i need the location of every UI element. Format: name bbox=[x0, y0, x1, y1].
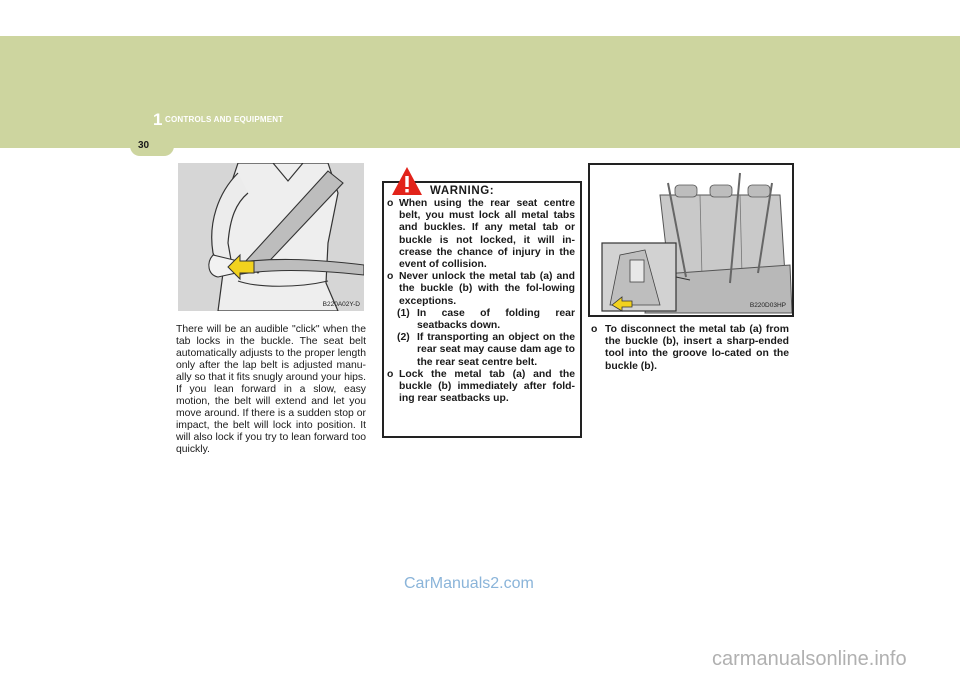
watermark-carmanuals2: CarManuals2.com bbox=[404, 575, 534, 592]
warning-item-text: When using the rear seat centre belt, you must lock all metal tabs and buckles. If any metal tab or buckle is not locked, it will in-crease the chance of injury in the event of collision. bbox=[399, 198, 575, 271]
page-number-tab bbox=[130, 138, 174, 156]
watermark-carmanualsonline: carmanualsonline.info bbox=[712, 648, 907, 670]
seatbelt-drawing bbox=[178, 163, 364, 311]
warning-item bbox=[387, 369, 575, 406]
bullet: o bbox=[387, 368, 394, 380]
warning-title: WARNING: bbox=[430, 185, 495, 197]
page-number: 30 bbox=[138, 140, 150, 151]
exception-number: (1) bbox=[397, 307, 410, 319]
rear-seat-drawing bbox=[590, 165, 792, 315]
bullet: o bbox=[591, 324, 598, 335]
chapter-number: 1 bbox=[153, 110, 163, 129]
body-paragraph: There will be an audible "click" when the tab locks in the buckle. The seat belt automatically adjusts to the proper length only after the lap belt is adjusted manu-ally so that it fits snugly around your hips. If you lean forward in a slow, easy motion, the belt will extend and let you move around. If there is a sudden stop or impact, the belt will lock into position. It will also lock if you try to lean forward too quickly. bbox=[176, 324, 367, 455]
bullet: o bbox=[387, 198, 394, 209]
warning-triangle-icon bbox=[391, 166, 423, 196]
seatbelt-illustration bbox=[178, 163, 364, 311]
exception-number: (2) bbox=[397, 332, 410, 344]
bullet: o bbox=[387, 271, 394, 283]
rear-seat-illustration bbox=[588, 163, 794, 317]
warning-item-text: Never unlock the metal tab (a) and the buckle (b) with the fol-lowing exceptions. bbox=[399, 271, 575, 307]
exception-item bbox=[387, 308, 575, 332]
warning-item-text: Lock the metal tab (a) and the buckle (b) immediately after fold-ing rear seatbacks up. bbox=[399, 368, 575, 405]
chapter-title: CONTROLS AND EQUIPMENT bbox=[165, 115, 284, 124]
instruction-item bbox=[591, 324, 789, 373]
header-band bbox=[0, 36, 960, 148]
instruction-text: To disconnect the metal tab (a) from the buckle (b), insert a sharp-ended tool into the groove lo-cated on the buckle (b). bbox=[605, 324, 789, 372]
disconnect-instructions bbox=[591, 324, 789, 373]
figure-code-left: B220A02Y-D bbox=[322, 301, 360, 308]
exception-text: If transporting an object on the rear seat may cause dam age to the rear seat centre belt. bbox=[417, 332, 575, 368]
figure-code-right: B220D03HP bbox=[749, 302, 786, 309]
warning-list bbox=[387, 198, 575, 405]
exception-item bbox=[387, 332, 575, 369]
warning-item bbox=[387, 198, 575, 271]
warning-item bbox=[387, 271, 575, 308]
exception-text: In case of folding rear seatbacks down. bbox=[417, 307, 575, 332]
